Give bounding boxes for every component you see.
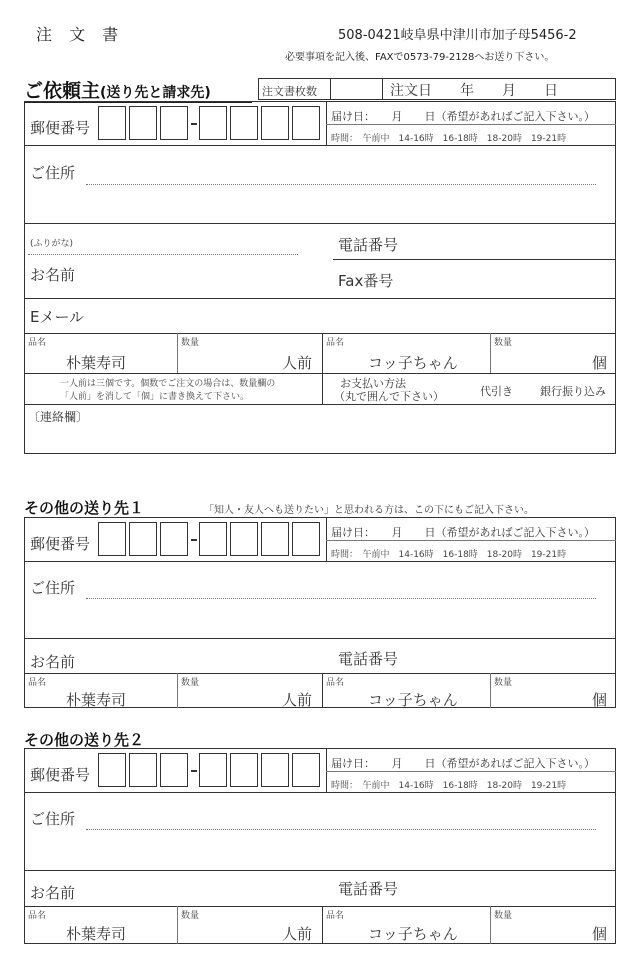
phone-label: 電話番号 (338, 880, 399, 898)
phone-label: 電話番号 (338, 650, 399, 668)
divider (24, 404, 616, 405)
postal-code-digit-box[interactable] (230, 522, 258, 556)
phone-label: 電話番号 (338, 236, 399, 254)
delivery-time-options[interactable]: 時間： 午前中 14-16時 16-18時 18-20時 19-21時 (331, 550, 567, 560)
payment-option-bank-transfer[interactable]: 銀行振り込み (540, 385, 606, 398)
divider (24, 298, 616, 299)
section-title-main: ご依頼主 (24, 80, 101, 102)
postal-code-hyphen (191, 539, 197, 541)
company-address: 508-0421岐阜県中津川市加子母5456-2 (338, 28, 577, 43)
divider (330, 78, 331, 100)
divider (24, 906, 616, 907)
name-label: お名前 (30, 266, 76, 284)
product-name-kokko-chan: コッ子ちゃん (368, 925, 458, 943)
divider (24, 792, 616, 793)
postal-code-digit-box[interactable] (98, 106, 126, 140)
quantity-label: 数量 (181, 678, 200, 688)
divider (326, 748, 327, 792)
section-subtitle: (送り先と請求先) (100, 85, 211, 101)
product-name-hoba-sushi: 朴葉寿司 (66, 354, 127, 372)
email-label: Eメール (30, 308, 85, 326)
delivery-date-field[interactable]: 届け日： 月 日（希望があればご記入下さい。） (331, 110, 595, 123)
quantity-unit-pieces[interactable]: 個 (592, 691, 608, 709)
divider (24, 373, 616, 374)
postal-code-digit-box[interactable] (199, 106, 227, 140)
postal-code-digit-box[interactable] (230, 106, 258, 140)
fax-label: Fax番号 (338, 272, 394, 290)
quantity-unit-servings[interactable]: 人前 (282, 354, 313, 372)
postal-code-label: 郵便番号 (30, 766, 91, 784)
product-name-hoba-sushi: 朴葉寿司 (66, 691, 127, 709)
postal-code-digit-box[interactable] (230, 753, 258, 787)
section-title-other1: その他の送り先１ (24, 499, 145, 517)
fax-instruction: 必要事項を記入後、FAXで0573-79-2128へお送り下さい。 (285, 52, 555, 63)
form-title: 注 文 書 (36, 25, 125, 44)
divider (326, 101, 327, 145)
name-label: お名前 (30, 884, 76, 902)
divider (24, 638, 616, 639)
address-field[interactable] (86, 829, 596, 830)
product-name-kokko-chan: コッ子ちゃん (368, 691, 458, 709)
postal-code-digit-box[interactable] (292, 522, 320, 556)
divider (177, 906, 178, 944)
quantity-unit-servings[interactable]: 人前 (282, 925, 313, 943)
divider (322, 673, 323, 708)
product-label: 品名 (326, 911, 345, 921)
postal-code-digit-box[interactable] (199, 753, 227, 787)
product-label: 品名 (28, 338, 47, 348)
divider (177, 673, 178, 708)
postal-code-hyphen (191, 123, 197, 125)
divider (24, 561, 616, 562)
divider (490, 906, 491, 944)
quantity-label: 数量 (181, 338, 200, 348)
payment-option-cod[interactable]: 代引き (480, 385, 513, 398)
divider (490, 333, 491, 373)
postal-code-digit-box[interactable] (129, 753, 157, 787)
delivery-date-field[interactable]: 届け日： 月 日（希望があればご記入下さい。） (331, 757, 595, 770)
address-field[interactable] (86, 184, 596, 185)
postal-code-label: 郵便番号 (30, 535, 91, 553)
divider (24, 673, 616, 674)
other1-note: 「知人・友人へも送りたい」と思われる方は、この下にもご記入下さい。 (204, 505, 534, 516)
postal-code-digit-box[interactable] (98, 753, 126, 787)
product-label: 品名 (28, 678, 47, 688)
quantity-note-line1: 一人前は三個です。個数でご注文の場合は、数量欄の (60, 379, 276, 389)
order-date-label: 注文日 年 月 日 (390, 83, 558, 99)
furigana-field[interactable] (28, 254, 298, 255)
quantity-note-line2: 「人前」を消して「個」に書き換えて下さい。 (60, 392, 250, 402)
divider (24, 145, 616, 146)
postal-code-digit-box[interactable] (261, 753, 289, 787)
divider (382, 78, 383, 100)
postal-code-digit-box[interactable] (129, 106, 157, 140)
notes-label: 〔連絡欄〕 (28, 410, 89, 424)
section-title-other2: その他の送り先２ (24, 731, 145, 749)
divider (326, 540, 616, 541)
postal-code-digit-box[interactable] (261, 106, 289, 140)
name-label: お名前 (30, 653, 76, 671)
divider (490, 673, 491, 708)
divider (326, 517, 327, 561)
quantity-label: 数量 (494, 911, 513, 921)
delivery-date-field[interactable]: 届け日： 月 日（希望があればご記入下さい。） (331, 526, 595, 539)
postal-code-digit-box[interactable] (160, 753, 188, 787)
product-label: 品名 (326, 338, 345, 348)
divider (322, 333, 323, 404)
product-label: 品名 (28, 911, 47, 921)
address-field[interactable] (86, 598, 596, 599)
furigana-label: (ふりがな) (30, 239, 74, 249)
divider (24, 223, 616, 224)
divider (177, 333, 178, 373)
address-label: ご住所 (30, 579, 76, 597)
postal-code-digit-box[interactable] (129, 522, 157, 556)
payment-method-instruction: （丸で囲んで下さい） (334, 390, 444, 403)
divider (326, 124, 616, 125)
divider (24, 870, 616, 871)
divider (322, 906, 323, 944)
product-name-hoba-sushi: 朴葉寿司 (66, 925, 127, 943)
product-name-kokko-chan: コッ子ちゃん (368, 354, 458, 372)
quantity-label: 数量 (494, 678, 513, 688)
postal-code-digit-box[interactable] (98, 522, 126, 556)
divider (326, 771, 616, 772)
quantity-unit-pieces[interactable]: 個 (592, 925, 608, 943)
section-title-requester (24, 76, 211, 103)
product-label: 品名 (326, 678, 345, 688)
postal-code-digit-box[interactable] (292, 753, 320, 787)
quantity-label: 数量 (494, 338, 513, 348)
postal-code-label: 郵便番号 (30, 119, 91, 137)
postal-code-hyphen (191, 770, 197, 772)
postal-code-digit-box[interactable] (261, 522, 289, 556)
quantity-label: 数量 (181, 911, 200, 921)
order-count-label: 注文書枚数 (262, 85, 317, 98)
delivery-time-options[interactable]: 時間： 午前中 14-16時 16-18時 18-20時 19-21時 (331, 781, 567, 791)
address-label: ご住所 (30, 810, 76, 828)
quantity-unit-pieces[interactable]: 個 (592, 354, 608, 372)
postal-code-digit-box[interactable] (199, 522, 227, 556)
payment-method-label: お支払い方法 (340, 377, 406, 390)
delivery-time-options[interactable]: 時間： 午前中 14-16時 16-18時 18-20時 19-21時 (331, 134, 567, 144)
postal-code-digit-box[interactable] (160, 106, 188, 140)
postal-code-digit-box[interactable] (160, 522, 188, 556)
address-label: ご住所 (30, 164, 76, 182)
phone-field-line (333, 259, 616, 260)
divider (24, 333, 616, 334)
quantity-unit-servings[interactable]: 人前 (282, 691, 313, 709)
postal-code-digit-box[interactable] (292, 106, 320, 140)
